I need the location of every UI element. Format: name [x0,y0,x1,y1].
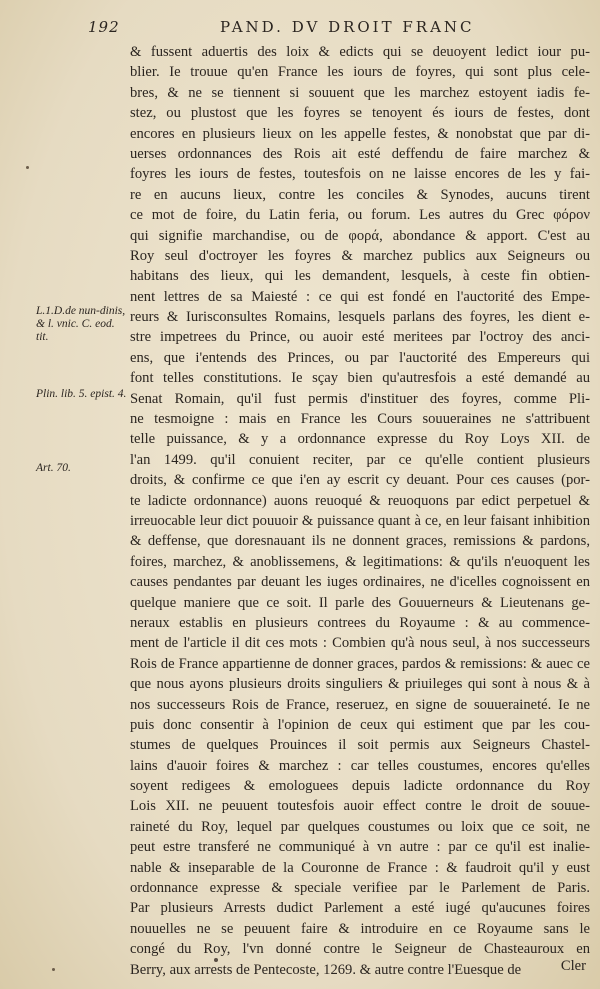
text-line: encores en plusieurs lieux on les appelle festes, & nonobstat que par di- [130,125,590,142]
page-header [88,18,580,42]
ink-speck [26,166,29,169]
ink-spot [214,958,218,962]
text-line: bres, & ne se tiennent si souuent que les marchez estoyent iadis fe- [130,84,590,101]
text-line: irreuocable leur dict pouuoir & puissance quant à ce, en leur faisant inhibition [130,512,590,529]
text-line: Rois de France appartienne de donner graces, pardos & remissions: & auec ce [130,655,590,672]
text-line: nent lettres de sa Maiesté : ce qui est fondé en l'auctorité des Empe- [130,288,590,305]
ink-speck [52,968,55,971]
text-line: raineté du Roy, lequel par quelques coustumes ou loix que ce soit, ne [130,818,590,835]
text-line: telle puissance, & y a ordonnance expresse du Roy Loys XII. de [130,431,590,448]
text-line: & deffense, que doresnauant ils ne donnent graces, remissions & pardons, [130,533,590,550]
text-line: quelque maniere que ce soit. Il parle des Gouuerneurs & Lieutenans ge- [130,594,590,611]
text-line: foyres les iours de festes, toutesfois on ne laisse encores de les y fai- [130,166,590,183]
text-line: nos successeurs Rois de France, reseruez, en signe de souueraineté. Ie ne [130,696,590,713]
margin-note: Art. 70. [36,462,71,474]
text-line: nouuelles ne se peuuent faire & introduire en ce Royaume sans le [130,920,590,937]
text-line: re en aucuns lieux, contre les conciles & Synodes, aucuns tirent [130,186,590,203]
text-line: Berry, aux arrests de Pentecoste, 1269. & autre contre l'Euesque de [130,961,522,978]
text-line: & fussent aduertis des loix & edicts qui se deuoyent ledict iour pu- [130,44,590,60]
text-line: font telles constitutions. Ie sçay bien qu'autresfois a esté demandé au [130,370,590,387]
text-line: droits, & confirme ce que i'en ay escrit cy deuant. Pour ces causes (por- [130,472,590,489]
text-line: causes pendantes par deuant les iuges ordinaires, ne d'icelles cognoissent en [130,574,590,591]
text-line: stumes de quelques Prouinces il soit permis aux Seigneurs Chastel- [130,737,590,754]
text-line: ne tesmoigne : mais en France les Cours souueraines ne s'attribuent [130,411,590,428]
text-line: ordonnance expresse & speciale verifiee par le Parlement de Paris. [130,880,590,897]
page-number: 192 [88,18,120,36]
text-line: neraux establis en plusieurs contrees du Royaume : & au commence- [130,614,590,631]
text-line: puis donc consentir à l'opinion de ceux qui estiment que par les cou- [130,716,590,733]
text-line: qui signifie marchandise, ou de φορά, abondance & apport. C'est au [130,227,590,244]
running-title: PAND. DV DROIT FRANC [220,18,475,36]
text-line: Par plusieurs Arrests dudict Parlement a esté iugé qu'aucunes foires [130,900,590,917]
text-line: foires, marchez, & anoblissemens, & legitimations: & qu'ils n'euoquent les [130,553,590,570]
text-line: ce mot de foire, du Latin feria, ou forum. Les autres du Grec φόρον [130,207,590,224]
text-line: congé du Roy, l'vn donné contre le Seigneur de Chasteauroux en [130,941,590,958]
body-text [130,42,590,980]
text-line: peut estre transferé ne communiqué à vn autre : par ce qu'il est inalie- [130,839,590,856]
text-line: te ladicte ordonnance) auons reuoqué & reuoquons par edict perpetuel & [130,492,590,509]
text-line: habitans des lieux, qui les demandent, lesquels, à ceste fin obtien- [130,268,590,285]
text-line: ens, que i'entends des Princes, ou par l'auctorité des Empereurs qui [130,349,590,366]
text-line: nable & inseparable de la Couronne de France : & faudroit qu'il y eust [130,859,590,876]
margin-note: Plin. lib. 5. epist. 4. [36,388,127,400]
text-line: blier. Ie trouue qu'en France les iours de foyres, qui sont plus cele- [130,64,590,81]
text-line: reurs & Iurisconsultes Romains, lesquels parlans des foyres, les dient e- [130,309,590,326]
text-line: l'an 1499. qu'il conuient reciter, par ce qu'elle contient plusieurs [130,451,590,468]
margin-note: L.1.D.de nun-dinis, & l. vnic. C. eod. tit. [36,305,126,343]
text-line: Roy seul d'octroyer les foyres & marchez publics aux Seigneurs ou [130,247,590,264]
text-line: stre impetrees du Prince, ou auoir esté meritees par l'octroy des anci- [130,329,590,346]
text-line: stez, ou plustost que les foyres se tenoyent és iours de festes, dont [130,105,590,122]
text-line: soyent redigees & emologuees depuis ladicte ordonnance du Roy [130,778,590,795]
text-line: que nous ayons plusieurs droits singuliers & priuileges qui sont à nous & à [130,676,590,693]
text-line: Senat Romain, qu'il fust permis d'instituer des foyres, comme Pli- [130,390,590,407]
text-line: lains d'auoir foires & marchez : car telles coustumes, encores qu'elles [130,757,590,774]
text-line: uerses ordonnances des Rois ait esté deffendu de faire marchez & [130,145,590,162]
text-line: Lois XII. ne peuuent toutesfois auoir effect contre le droit de souue- [130,798,590,815]
text-line: ment de l'article il dit ces mots : Combien qu'à nous seul, à nos successeurs [130,635,590,652]
catchword: Cler [560,958,586,974]
